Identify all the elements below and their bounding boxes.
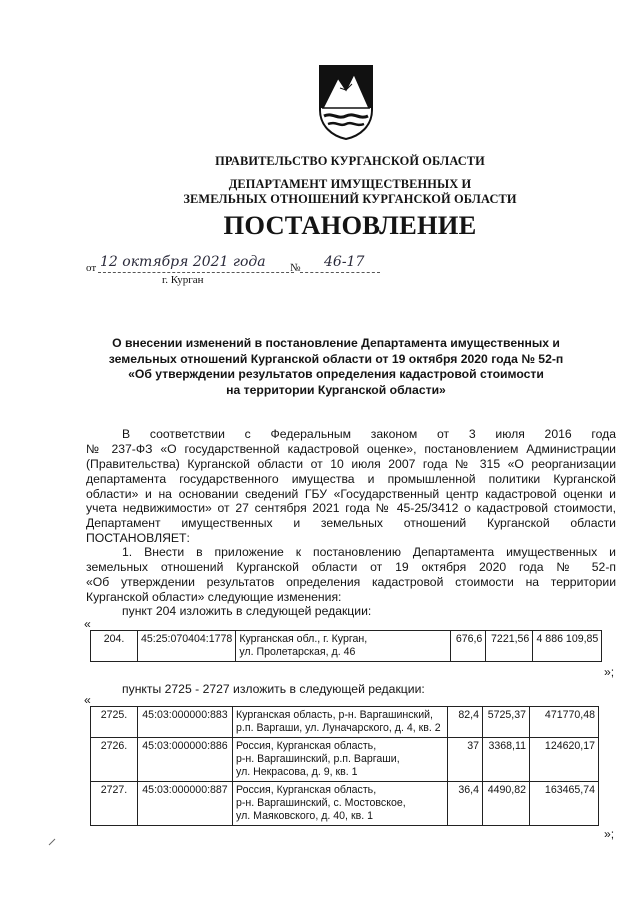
cadastral-table-items-2725-2727 <box>90 706 599 826</box>
items-2725-2727-intro <box>122 682 472 697</box>
date-prefix: от <box>86 262 97 274</box>
number-underline <box>300 272 380 273</box>
text-line: земельных отношений Курганской области от 19 октября 2020 года № 52-п <box>86 559 616 574</box>
number-prefix: № <box>290 262 301 274</box>
clause-1-paragraph <box>86 545 616 605</box>
quote-close: »; <box>604 665 615 679</box>
rate-cell: 4490,82 <box>483 782 530 826</box>
address-line: Курганская область, р-н. Варгашинский, <box>236 709 433 721</box>
address-line: ул. Маяковского, д. 40, кв. 1 <box>236 810 373 822</box>
text-line: департамента государственного имущества и промышленной политики Курганской <box>86 471 616 486</box>
government-title: ПРАВИТЕЛЬСТВО КУРГАНСКОЙ ОБЛАСТИ <box>215 154 485 168</box>
address-line: р-н. Варгашинский, р.п. Варгаши, <box>236 753 400 765</box>
address-line: Курганская обл., г. Курган, <box>239 633 368 645</box>
rate-cell: 3368,11 <box>483 738 530 782</box>
quote-close: »; <box>604 827 615 841</box>
text-line: 1. Внести в приложение к постановлению Департамента имущественных и <box>122 545 616 559</box>
cadastral-number: 45:03:000000:883 <box>138 707 233 738</box>
text-line: Департамент имущественных и земельных отношений Курганской области <box>86 516 616 531</box>
row-number: 2727. <box>91 782 138 826</box>
subject-line: «Об утверждении результатов определения кадастровой стоимости <box>128 367 544 382</box>
date-underline <box>98 272 294 273</box>
address-line: Россия, Курганская область, <box>236 784 377 796</box>
department-title-line-1: ДЕПАРТАМЕНТ ИМУЩЕСТВЕННЫХ И <box>228 177 472 191</box>
address-cell <box>233 738 448 782</box>
table-row <box>91 782 599 826</box>
address-cell <box>236 631 451 662</box>
address-line: р-н. Варгашинский, с. Мостовское, <box>236 797 406 809</box>
text-line: В соответствии с Федеральным законом от 3 июля 2016 года <box>122 427 616 441</box>
address-line: ул. Пролетарская, д. 46 <box>239 646 356 658</box>
date-handwritten: 12 октября 2021 года <box>100 254 266 270</box>
document-type-title: ПОСТАНОВЛЕНИЕ <box>223 210 477 240</box>
area-cell: 37 <box>448 738 483 782</box>
row-number: 204. <box>91 631 138 662</box>
quote-open: « <box>84 617 91 631</box>
text-line: пункт 204 изложить в следующей редакции: <box>122 604 372 618</box>
address-line: р.п. Варгаши, ул. Луначарского, д. 4, кв. 2 <box>236 722 441 734</box>
value-cell: 4 886 109,85 <box>533 631 602 662</box>
coat-of-arms-icon <box>318 64 374 140</box>
value-cell: 124620,17 <box>530 738 599 782</box>
text-line: области» и на основании сведений ГБУ «Государственный центр кадастровой оценки и <box>86 486 616 501</box>
date-number-line <box>86 256 386 276</box>
text-line: пункты 2725 - 2727 изложить в следующей редакции: <box>122 682 425 696</box>
text-line: учета недвижимости» от 27 сентября 2021 года № 45-25/3412 о кадастровой стоимости, <box>86 501 616 516</box>
table-row <box>91 738 599 782</box>
quote-open: « <box>84 693 91 707</box>
area-cell: 676,6 <box>451 631 486 662</box>
rate-cell: 5725,37 <box>483 707 530 738</box>
value-cell: 163465,74 <box>530 782 599 826</box>
document-subject <box>86 336 586 398</box>
text-line: (Правительства) Курганской области от 10 июля 2007 года № 315 «О реорганизации <box>86 456 616 471</box>
text-line: «Об утверждении результатов определения кадастровой стоимости на территории <box>86 574 616 589</box>
address-line: ул. Некрасова, д. 9, кв. 1 <box>236 766 358 778</box>
area-cell: 82,4 <box>448 707 483 738</box>
row-number: 2725. <box>91 707 138 738</box>
row-number: 2726. <box>91 738 138 782</box>
cadastral-table-item-204 <box>90 630 602 662</box>
department-title-line-2: ЗЕМЕЛЬНЫХ ОТНОШЕНИЙ КУРГАНСКОЙ ОБЛАСТИ <box>183 192 517 206</box>
address-cell <box>233 707 448 738</box>
table-row <box>91 631 602 662</box>
rate-cell: 7221,56 <box>486 631 533 662</box>
cadastral-number: 45:25:070404:1778 <box>138 631 236 662</box>
address-cell <box>233 782 448 826</box>
scan-mark-icon <box>48 838 56 846</box>
text-line: Курганской области» следующие изменения: <box>86 589 342 604</box>
value-cell: 471770,48 <box>530 707 599 738</box>
city-label: г. Курган <box>162 274 204 286</box>
address-line: Россия, Курганская область, <box>236 740 377 752</box>
cadastral-number: 45:03:000000:887 <box>138 782 233 826</box>
subject-line: на территории Курганской области» <box>226 382 446 397</box>
cadastral-number: 45:03:000000:886 <box>138 738 233 782</box>
preamble-paragraph <box>86 427 616 546</box>
text-line: ПОСТАНОВЛЯЕТ: <box>86 531 190 546</box>
table-row <box>91 707 599 738</box>
item-204-intro <box>122 604 422 619</box>
text-line: № 237-ФЗ «О государственной кадастровой оценке», постановлением Администрации <box>86 441 616 456</box>
number-handwritten: 46-17 <box>324 254 365 270</box>
subject-line: земельных отношений Курганской области от 19 октября 2020 года № 52-п <box>108 351 564 366</box>
subject-line: О внесении изменений в постановление Департамента имущественных и <box>112 336 560 350</box>
area-cell: 36,4 <box>448 782 483 826</box>
